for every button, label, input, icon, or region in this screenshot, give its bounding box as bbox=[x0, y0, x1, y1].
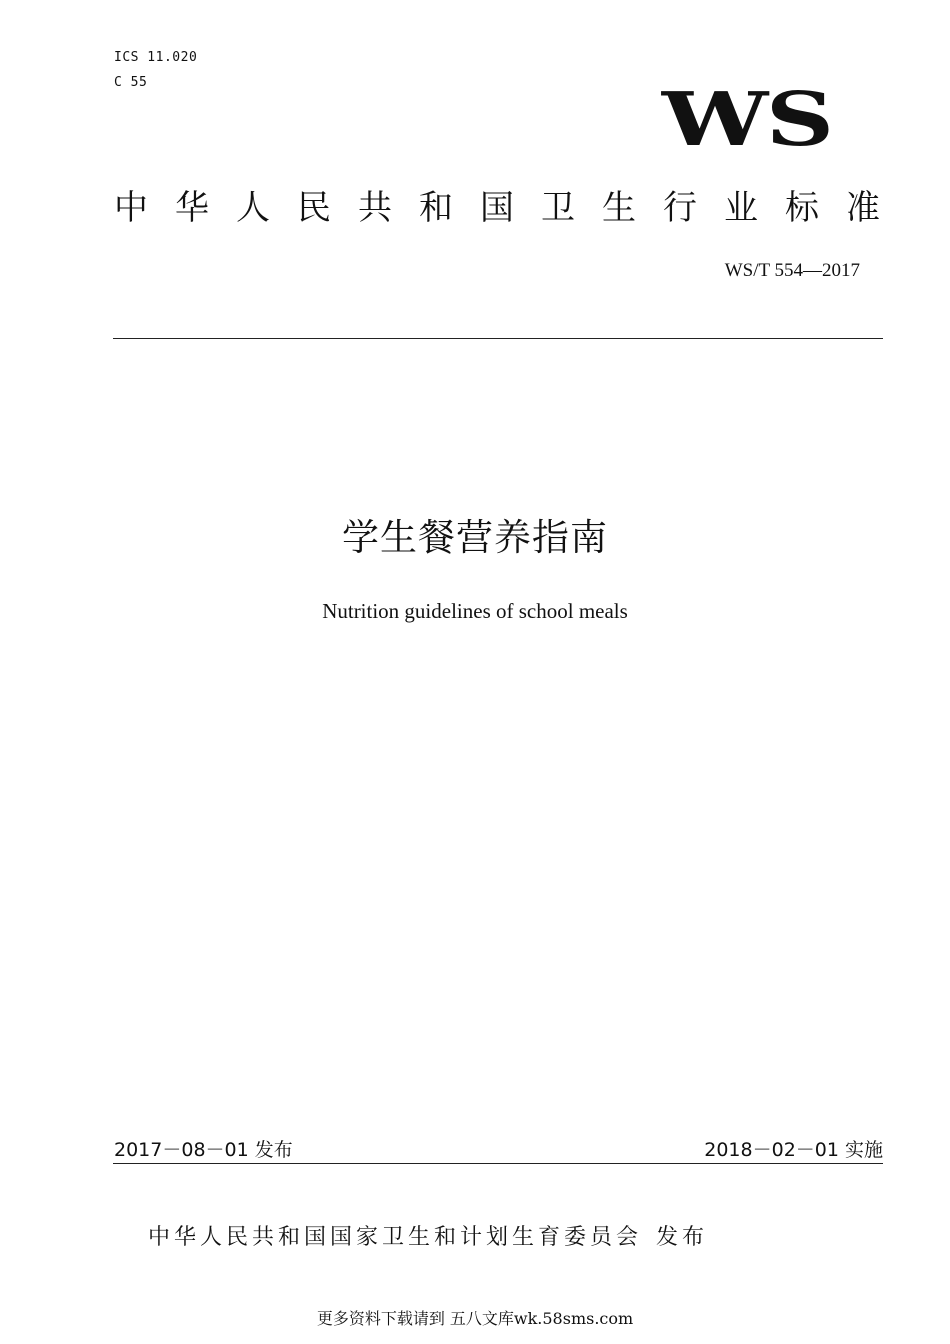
implementation-date: 2018－02－01 实施 bbox=[704, 1139, 883, 1161]
publisher-name: 中华人民共和国国家卫生和计划生育委员会 bbox=[148, 1225, 643, 1250]
publisher-line bbox=[148, 1223, 708, 1253]
document-title-english: Nutrition guidelines of school meals bbox=[322, 599, 628, 623]
issue-date: 2017－08－01 发布 bbox=[114, 1139, 293, 1161]
download-note: 更多资料下载请到 五八文库wk.58sms.com bbox=[316, 1309, 634, 1328]
document-title-chinese: 学生餐营养指南 bbox=[342, 516, 608, 559]
ws-logo: WS bbox=[662, 77, 832, 163]
organization-title: 中华人民共和国卫生行业标准 bbox=[114, 188, 907, 228]
bottom-divider bbox=[113, 1163, 883, 1164]
ics-code: ICS 11.020 bbox=[114, 50, 198, 65]
publisher-action: 发布 bbox=[656, 1225, 709, 1250]
top-divider bbox=[113, 338, 883, 339]
standard-number: WS/T 554—2017 bbox=[724, 260, 860, 281]
ccs-code: C 55 bbox=[114, 75, 148, 90]
